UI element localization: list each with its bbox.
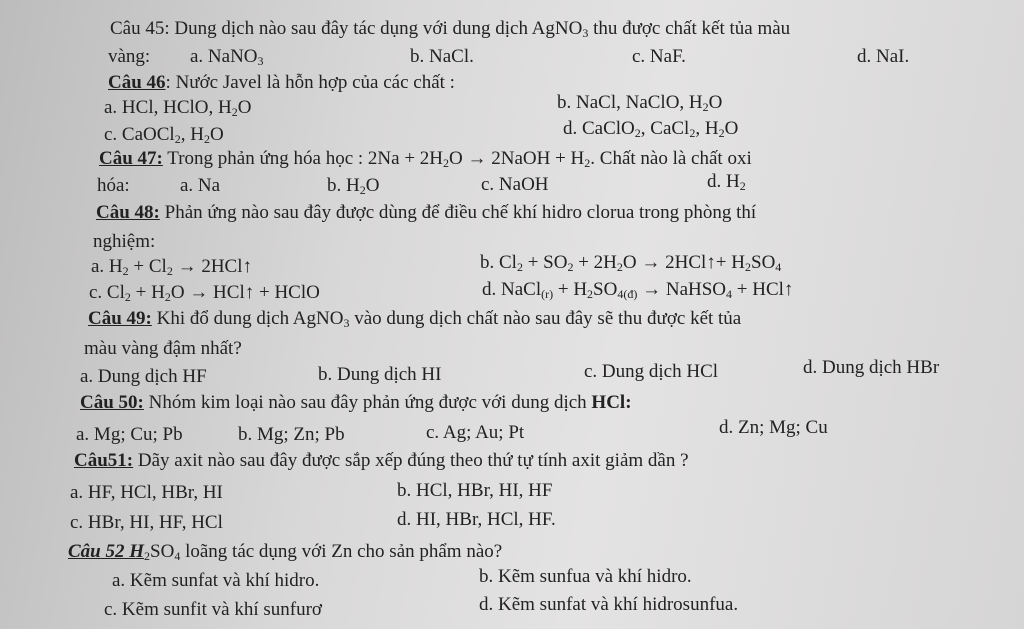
q52-option-a: a. Kẽm sunfat và khí hidro.: [112, 570, 320, 591]
q52-option-b: b. Kẽm sunfua và khí hidro.: [479, 566, 692, 587]
q49-stem-line2: màu vàng đậm nhất?: [84, 338, 242, 359]
q48-option-a: a. $H_2 + Cl_2$ → 2HCl↑: [91, 256, 253, 278]
q52-option-d: d. Kẽm sunfat và khí hidrosunfua.: [479, 594, 739, 615]
q48-option-b: b. $Cl_2 + SO_2 + 2H_2O$ → 2HCl↑+ $H_2SO_4$: [480, 252, 782, 274]
q45-line2-prefix: vàng:: [108, 46, 151, 67]
q51-option-a: a. HF, HCl, HBr, HI: [70, 482, 223, 503]
q47-option-a: a. Na: [180, 175, 221, 196]
q48-option-d: d. NaCl$_{(r)}$ + $H_2SO_{4(đ)}$ → NaHSO$_4$ + HCl↑: [482, 279, 794, 301]
q49-option-b: b. Dung dịch HI: [318, 364, 442, 385]
q48-option-c: c. $Cl_2 + H_2O$ → HCl↑ + HClO: [89, 282, 320, 304]
q48-stem: Câu 48: Phản ứng nào sau đây được dùng để điều chế khí hidro clorua trong phòng thí: [96, 202, 757, 223]
q45-option-a: a. NaNO$_3$: [190, 46, 264, 68]
q45-option-d: d. NaI.: [857, 46, 910, 67]
q50-option-a: a. Mg; Cu; Pb: [76, 424, 183, 445]
q51-option-b: b. HCl, HBr, HI, HF: [397, 480, 553, 501]
q46-option-b: b. NaCl, NaClO, $H_2O$: [557, 92, 723, 114]
q50-option-c: c. Ag; Au; Pt: [426, 422, 525, 443]
q49-stem: Câu 49: Khi đổ dung dịch AgNO$_3$ vào dung dịch chất nào sau đây sẽ thu được kết tủa: [88, 308, 742, 330]
q50-stem: Câu 50: Nhóm kim loại nào sau đây phản ứng được với dung dịch HCl:: [80, 392, 632, 413]
q49-option-a: a. Dung dịch HF: [80, 366, 207, 387]
q52-stem: Câu 52 $H_2SO_4$ loãng tác dụng với Zn cho sản phẩm nào?: [68, 541, 503, 563]
q49-option-c: c. Dung dịch HCl: [584, 361, 719, 382]
q47-line2-prefix: hóa:: [97, 175, 130, 196]
q46-stem: Câu 46: Nước Javel là hỗn hợp của các chất :: [108, 72, 455, 93]
q45-option-c: c. NaF.: [632, 46, 686, 67]
q47-option-d: d. $H_2$: [707, 171, 746, 193]
q51-option-d: d. HI, HBr, HCl, HF.: [397, 509, 556, 530]
q47-option-c: c. NaOH: [481, 174, 549, 195]
q50-option-b: b. Mg; Zn; Pb: [238, 424, 345, 445]
q52-option-c: c. Kẽm sunfit và khí sunfurơ: [104, 599, 322, 620]
q46-option-a: a. HCl, HClO, $H_2O$: [104, 97, 252, 119]
q50-option-d: d. Zn; Mg; Cu: [719, 417, 828, 438]
q46-option-c: c. CaOCl$_2$, $H_2O$: [104, 124, 224, 146]
q46-option-d: d. CaClO$_2$, CaCl$_2$, $H_2O$: [563, 118, 739, 140]
q47-option-b: b. $H_2O$: [327, 175, 380, 197]
q45-stem: Câu 45: Dung dịch nào sau đây tác dụng với dung dịch AgNO$_3$ thu được chất kết tủa màu: [110, 18, 791, 40]
q51-option-c: c. HBr, HI, HF, HCl: [70, 512, 223, 533]
q45-option-b: b. NaCl.: [410, 46, 474, 67]
q48-stem-line2: nghiệm:: [93, 231, 156, 252]
q51-stem: Câu51: Dãy axit nào sau đây được sắp xếp đúng theo thứ tự tính axit giảm dần ?: [74, 450, 689, 471]
q47-stem: Câu 47: Trong phản ứng hóa học : $2Na + 2H_2O$ → 2NaOH + $H_2$. Chất nào là chất oxi: [99, 148, 752, 170]
q49-option-d: d. Dung dịch HBr: [803, 357, 940, 378]
